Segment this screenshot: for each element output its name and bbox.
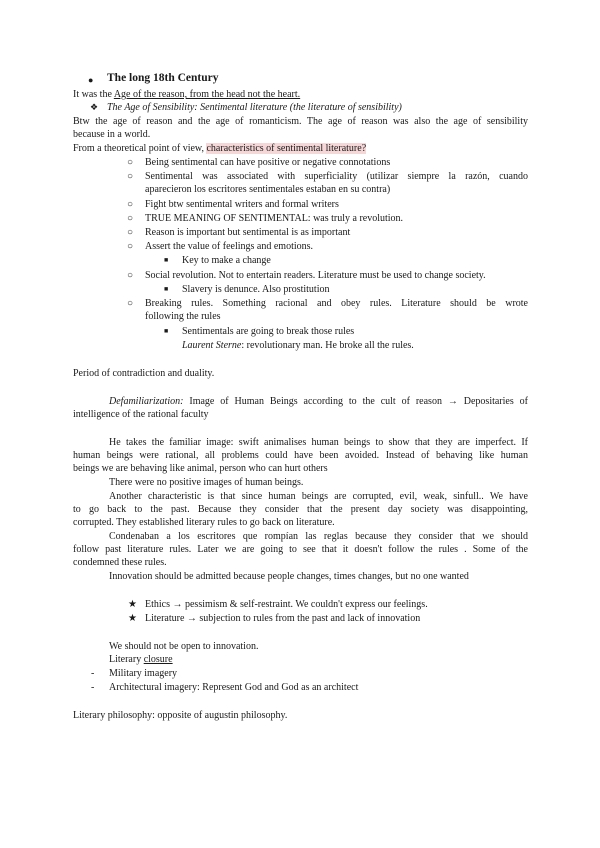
defam-line2: intelligence of the rational faculty: [73, 409, 209, 420]
dash-item: Military imagery: [109, 668, 178, 679]
literary-closure-line: [109, 653, 173, 666]
list-item: Social revolution. Not to entertain readers. Literature must be used to change society.: [145, 270, 486, 281]
circle-bullet-icon: ○: [127, 298, 134, 309]
sub-list-item: Slavery is denunce. Also prostitution: [182, 284, 330, 295]
dash-bullet-icon: -: [91, 682, 95, 693]
philosophy-line: Literary philosophy: opposite of augustin philosophy.: [73, 710, 288, 721]
page-title: The long 18th Century: [107, 72, 219, 84]
circle-bullet-icon: ○: [127, 227, 134, 238]
circle-bullet-icon: ○: [127, 171, 134, 182]
square-bullet-icon: ■: [164, 327, 169, 335]
list-item-continued: following the rules: [145, 311, 221, 322]
defam-term: Defamiliarization:: [109, 396, 184, 407]
p2-prefix: From a theoretical point of view,: [73, 143, 207, 154]
para-line: condemned these rules.: [73, 557, 167, 568]
intro-underlined: Age of the reason, from the head not the heart.: [113, 89, 301, 100]
period-line: Period of contradiction and duality.: [73, 368, 215, 379]
circle-bullet-icon: ○: [127, 270, 134, 281]
sterne-text: : revolutionary man. He broke all the rules.: [241, 340, 414, 351]
star-item: Ethics → pessimism & self-restraint. We couldn't express our feelings.: [145, 599, 428, 610]
defam-line1: [109, 395, 528, 408]
defam-rest: Image of Human Beings according to the cult of reason → Depositaries of: [183, 396, 528, 407]
sterne-line: [182, 339, 414, 352]
para-line: Condenaban a los escritores que rompían las reglas because they consider that we should: [109, 531, 528, 542]
bullet-dot-icon: ●: [88, 75, 94, 85]
square-bullet-icon: ■: [164, 285, 169, 293]
intro-line: [73, 88, 300, 101]
highlighted-question: characteristics of sentimental literature?: [206, 143, 367, 154]
para-line: Innovation should be admitted because people changes, times changes, but no one wanted: [109, 571, 469, 582]
p2-line: [73, 142, 366, 155]
intro-prefix: It was the: [73, 89, 114, 100]
diamond-bullet-icon: ❖: [90, 102, 99, 112]
literary-label: Literary: [109, 654, 144, 665]
list-item: Fight btw sentimental writers and formal writers: [145, 199, 339, 210]
para-line: follow past literature rules. Later we are going to see that it doesn't follow the rules . Some of the: [73, 544, 528, 555]
para-line: beings we are behaving like animal, person who can hurt others: [73, 463, 328, 474]
square-bullet-icon: ■: [164, 256, 169, 264]
list-item: TRUE MEANING OF SENTIMENTAL: was truly a revolution.: [145, 213, 404, 224]
para-line: human beings were rational, all problems could have been avoided. Instead of behaving like human: [73, 450, 528, 461]
para-line: to go back to the past. Because they consider that the present day society was disappointing,: [73, 504, 528, 515]
dash-bullet-icon: -: [91, 668, 95, 679]
sub-list-item: Key to make a change: [182, 255, 271, 266]
para-line: corrupted. They established literary rules to go back on literature.: [73, 517, 335, 528]
list-item: Breaking rules. Something racional and obey rules. Literature should be wrote: [145, 298, 528, 309]
subheading: The Age of Sensibility: Sentimental literature (the literature of sensibility): [107, 102, 402, 113]
star-bullet-icon: ★: [128, 599, 137, 610]
author-name: Laurent Sterne: [182, 340, 242, 351]
para-line: We should not be open to innovation.: [109, 641, 259, 652]
para-line: Another characteristic is that since human beings are corrupted, evil, weak, sinfull.. We have: [109, 491, 528, 502]
dash-item: Architectural imagery: Represent God and God as an architect: [109, 682, 359, 693]
list-item: Being sentimental can have positive or negative connotations: [145, 157, 391, 168]
p1-line2: because in a world.: [73, 129, 151, 140]
para-line: There were no positive images of human beings.: [109, 477, 304, 488]
p1-line1: Btw the age of reason and the age of romanticism. The age of reason was also the age of sensibility: [73, 116, 528, 127]
star-item: Literature → subjection to rules from the past and lack of innovation: [145, 613, 421, 624]
circle-bullet-icon: ○: [127, 241, 134, 252]
circle-bullet-icon: ○: [127, 157, 134, 168]
closure-word: closure: [143, 654, 173, 665]
circle-bullet-icon: ○: [127, 199, 134, 210]
list-item-continued: aparecieron los escritores sentimentales estaban en su contra): [145, 184, 391, 195]
sub-list-item: Sentimentals are going to break those rules: [182, 326, 355, 337]
list-item: Reason is important but sentimental is as important: [145, 227, 351, 238]
circle-bullet-icon: ○: [127, 213, 134, 224]
para-line: He takes the familiar image: swift animalises human beings to show that they are imperfect. If: [109, 437, 528, 448]
list-item: Assert the value of feelings and emotions.: [145, 241, 314, 252]
star-bullet-icon: ★: [128, 613, 137, 624]
list-item: Sentimental was associated with superficiality (utilizar siempre la razón, cuando: [145, 171, 528, 182]
